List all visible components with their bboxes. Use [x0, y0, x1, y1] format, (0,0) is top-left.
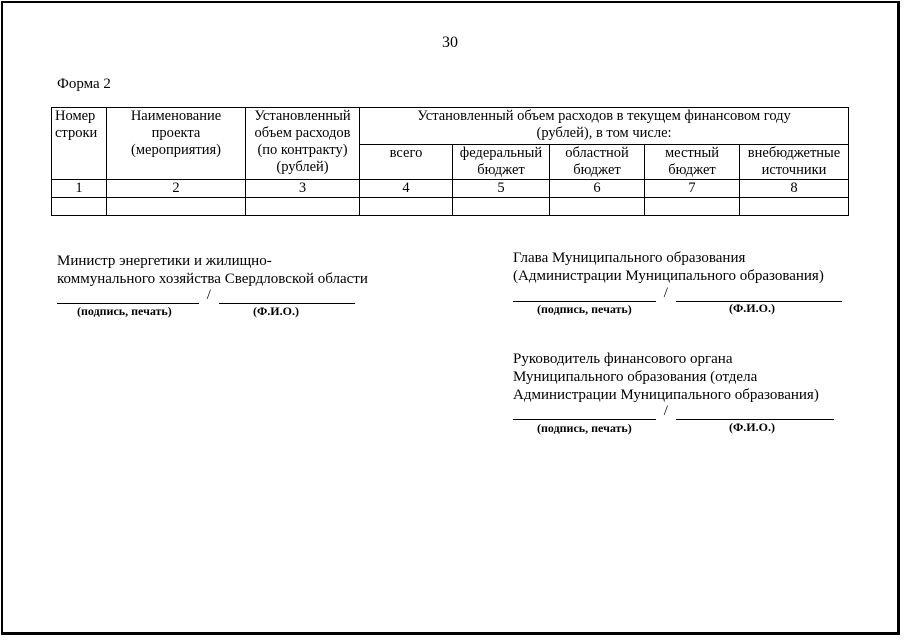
column-number: 4 — [360, 180, 453, 198]
minister-caption-name: (Ф.И.О.) — [253, 304, 299, 318]
head-signature-line: / — [513, 285, 842, 302]
head-caption-name: (Ф.И.О.) — [729, 301, 775, 315]
header-project-name: Наименование проекта (мероприятия) — [107, 108, 246, 180]
minister-signature-block — [57, 252, 368, 288]
empty-cell[interactable] — [360, 198, 453, 216]
column-number-row — [52, 180, 849, 198]
column-number: 8 — [740, 180, 849, 198]
minister-title-line: коммунального хозяйства Свердловской области — [57, 271, 368, 287]
name-field[interactable] — [676, 287, 842, 302]
page-number: 30 — [442, 34, 458, 51]
name-field[interactable] — [676, 405, 834, 420]
empty-cell[interactable] — [550, 198, 645, 216]
header-federal: федеральный бюджет — [453, 145, 550, 180]
column-number: 2 — [107, 180, 246, 198]
empty-cell[interactable] — [453, 198, 550, 216]
finance-caption-name: (Ф.И.О.) — [729, 420, 775, 434]
header-regional: областной бюджет — [550, 145, 645, 180]
column-number: 6 — [550, 180, 645, 198]
expenses-table — [51, 107, 849, 216]
header-row-number: Номер строки — [52, 108, 107, 180]
head-signature-block — [513, 249, 824, 285]
column-number: 5 — [453, 180, 550, 198]
finance-title-line: Администрации Муниципального образования) — [513, 387, 819, 403]
head-caption-sign: (подпись, печать) — [537, 302, 632, 316]
header-contract-amount: Установленный объем расходов (по контракту) (рублей) — [246, 108, 360, 180]
empty-cell[interactable] — [52, 198, 107, 216]
head-title-line: Глава Муниципального образования — [513, 250, 746, 266]
empty-cell[interactable] — [107, 198, 246, 216]
header-local: местный бюджет — [645, 145, 740, 180]
empty-cell[interactable] — [246, 198, 360, 216]
finance-title-line: Муниципального образования (отдела — [513, 369, 758, 385]
form-label: Форма 2 — [57, 76, 111, 92]
finance-title-line: Руководитель финансового органа — [513, 351, 733, 367]
empty-cell[interactable] — [740, 198, 849, 216]
empty-row — [52, 198, 849, 216]
finance-signature-line: / — [513, 403, 834, 420]
header-total: всего — [360, 145, 453, 180]
empty-cell[interactable] — [645, 198, 740, 216]
minister-signature-line: / — [57, 287, 355, 304]
minister-title-line: Министр энергетики и жилищно- — [57, 253, 272, 269]
signature-field[interactable] — [57, 289, 199, 304]
signature-field[interactable] — [513, 287, 656, 302]
head-title-line: (Администрации Муниципального образования) — [513, 268, 824, 284]
column-number: 3 — [246, 180, 360, 198]
header-extrabudget: внебюджетные источники — [740, 145, 849, 180]
signature-field[interactable] — [513, 405, 656, 420]
finance-signature-block — [513, 350, 819, 404]
finance-caption-sign: (подпись, печать) — [537, 421, 632, 435]
header-current-year-group: Установленный объем расходов в текущем финансовом году (рублей), в том числе: — [360, 108, 849, 145]
column-number: 1 — [52, 180, 107, 198]
column-number: 7 — [645, 180, 740, 198]
name-field[interactable] — [219, 289, 355, 304]
minister-caption-sign: (подпись, печать) — [77, 304, 172, 318]
